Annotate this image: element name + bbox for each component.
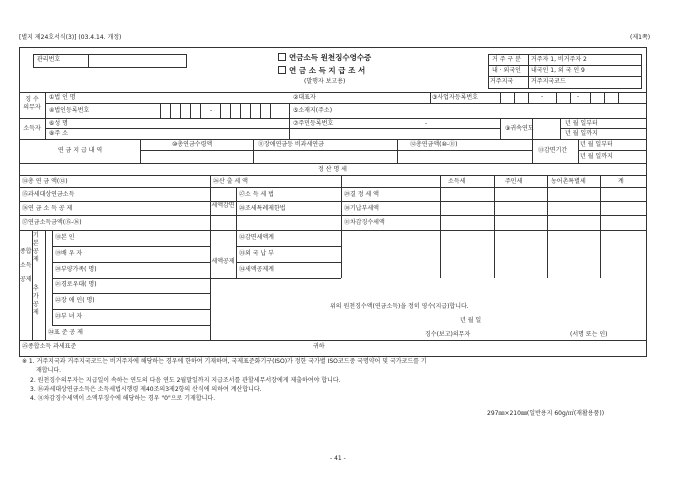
total-pension-label: ⑩총연금수령액	[172, 141, 213, 148]
address-label: ⑤소재지(주소)	[293, 107, 333, 114]
dash: -	[210, 107, 213, 114]
deduction-dependents: ⑳부양가족( 명)	[55, 266, 97, 273]
deduction-group-label: 종합소득공제	[20, 248, 32, 283]
row-30: ㉚기납부세액	[344, 205, 379, 212]
row-34: ㉞세액공제계	[239, 266, 274, 273]
deduction-woman: ㉓부 녀 자	[55, 313, 83, 320]
checkbox-report[interactable]	[278, 66, 286, 74]
receipt-date: 년 월 일	[460, 317, 482, 324]
business-reg-label: ③사업자등록번호	[432, 94, 478, 101]
dash: -	[425, 120, 428, 127]
row-32: ㉜감면세액계	[239, 234, 274, 241]
tax-credit-label: 세액공제	[211, 258, 235, 265]
nontax-pension-label: ⑪장애연금등 비과세연금	[258, 141, 324, 148]
deduction-spouse: ⑲배 우 자	[55, 250, 83, 257]
title-line1: 연금소득 원천징수영수증	[278, 53, 371, 62]
payment-title: 연 금 지 급 내 역	[57, 147, 103, 154]
row-17: ⑰연금소득금액(⑮-⑯)	[22, 219, 82, 226]
corp-name-label: ①법 인 명	[49, 94, 76, 101]
row-26: ㉖산 출 세 액	[213, 178, 248, 185]
calc-title: 정 산 명 세	[318, 166, 347, 173]
earner-name-label: ⑥성 명	[49, 120, 68, 127]
residency-value: 거주자 1, 비거주자 2	[531, 56, 587, 63]
row-25: ㉕종합소득 과세표준	[22, 343, 77, 350]
note-3: 3. ⑯과세대상연금소득은 소득세법시행령 제40조의3제2항의 산식에 의하여 계산합니다.	[30, 386, 262, 393]
earner-address-label: ⑧주 소	[49, 130, 68, 137]
basic-deduction-label: 기본공제	[33, 232, 39, 263]
receipt-to: 귀하	[313, 343, 325, 350]
dash: -	[577, 93, 580, 100]
title-line2: 연 금 소 득 지 급 조 서	[278, 66, 365, 75]
mgmt-no-label: 관리번호	[37, 56, 61, 63]
receipt-payer: 징수(보고)의무자	[425, 331, 471, 338]
col-resident-tax: 주민세	[505, 178, 523, 185]
standard-deduction: ㉔표 준 공 제	[48, 329, 83, 336]
note-4: 4. ㉛차감징수세액이 소액부징수에 해당하는 경우 "0"으로 기재합니다.	[30, 395, 216, 402]
year-to: 년 월 일까지	[565, 130, 598, 137]
row-16: ⑯연 금 소 득 공 제	[22, 205, 73, 212]
corp-reg-label: ④법인등록번호	[49, 107, 90, 114]
residency-label: 거 주 구 분	[492, 56, 521, 63]
nationality-label: 내 · 외국인	[492, 67, 521, 74]
earner-title: 소득자	[23, 125, 41, 132]
form-number: [별지 제24호서식(3)] (03.4.14. 개정)	[19, 34, 122, 41]
reduction-period-label: ⑬감면기간	[538, 147, 568, 154]
receipt-text: 위의 원천징수액(연금소득)을 정히 영수(지급)합니다.	[330, 303, 469, 310]
row-14: ⑭총 연 금 액(⑫)	[22, 178, 68, 185]
row-15: ⑮과세대상연금소득	[22, 191, 75, 198]
reduction-from: 년 월 일부터	[580, 141, 613, 148]
receipt-sign: (서명 또는 인)	[570, 331, 608, 338]
note-2: 2. 원천징수의무자는 지급일이 속하는 연도의 다음 연도 2월말일까지 지급조서를 관할세무서장에게 제출하여야 합니다.	[30, 377, 341, 384]
row-28: ㉘조세특례제한법	[239, 205, 286, 212]
page-label: (제1쪽)	[630, 34, 651, 41]
row-33: ㉝외 국 납 부	[239, 250, 274, 257]
note-1-cont: 재합니다.	[36, 367, 62, 374]
note-1: ※ 1. 거주지국과 거주지국코드는 비거주자에 해당하는 경우에 한하여 기재하며, 국제표준화기구(ISO)가 정한 국가별 ISO코드중 국명약어 및 국가코드를 기	[22, 358, 427, 365]
attribution-year-label: ⑨귀속연도	[505, 125, 534, 132]
paper-spec: 297㎜×210㎜(일반용지 60g/㎡(재활용품))	[487, 410, 605, 417]
row-31: ㉛차감징수세액	[344, 219, 385, 226]
country-code-label: 거주지국코드	[531, 78, 566, 85]
resident-no-label: ⑦주민등록번호	[293, 120, 334, 127]
col-income-tax: 소득세	[448, 178, 466, 185]
year-from: 년 월 일부터	[565, 120, 598, 127]
additional-deduction-label: 추가공제	[33, 285, 39, 316]
checkbox-receipt[interactable]	[278, 53, 286, 61]
payer-title-b: 의무자	[23, 104, 41, 111]
representative-label: ②대표자	[293, 94, 316, 101]
deduction-disabled: ㉒장 애 인( 명)	[55, 297, 95, 304]
deduction-self: ⑱본 인	[55, 234, 75, 241]
col-rural-tax: 농어촌특별세	[551, 178, 586, 185]
deduction-elderly: ㉑경로우대( 명)	[55, 281, 97, 288]
col-total: 계	[618, 178, 624, 185]
reduction-to: 년 월 일까지	[580, 153, 613, 160]
total-pension-amount-label: ⑫총연금액(⑩-⑪)	[410, 141, 458, 148]
payer-title-a: 징 수	[25, 96, 39, 103]
title-sub: (발행자 보고용)	[304, 78, 346, 85]
dash: -	[541, 93, 544, 100]
country-label: 거주지국	[490, 78, 514, 85]
nationality-value: 내국인 1, 외 국 인 9	[531, 67, 585, 74]
page-number: - 41 -	[330, 455, 346, 462]
row-29: ㉙결 정 세 액	[344, 191, 379, 198]
tax-reduction-label: 세액감면	[211, 202, 235, 209]
row-27: ㉗소 득 세 법	[239, 191, 274, 198]
